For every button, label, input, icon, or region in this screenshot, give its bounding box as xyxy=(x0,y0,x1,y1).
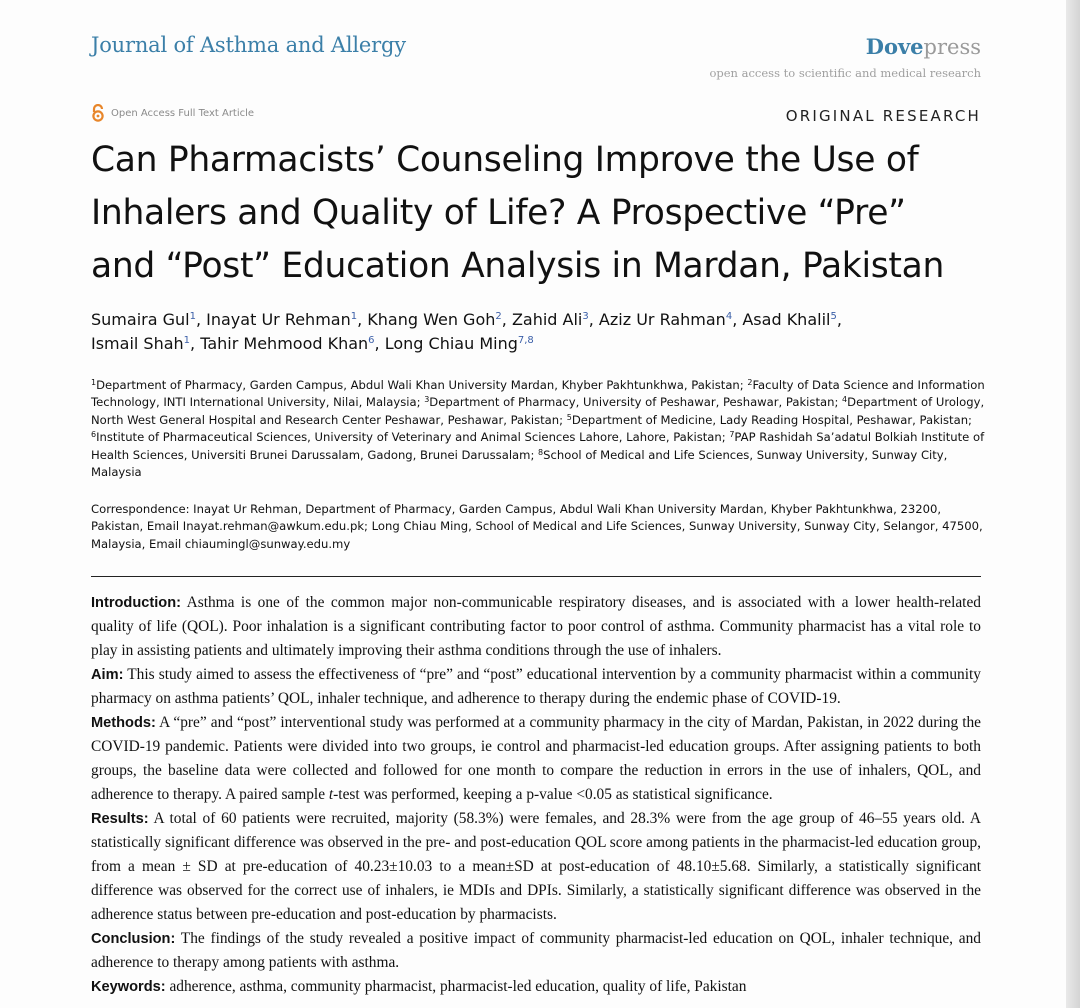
open-access-badge xyxy=(91,104,254,122)
author[interactable]: Tahir Mehmood Khan$^6$ xyxy=(200,334,375,353)
author[interactable]: Zahid Ali$^3$ xyxy=(511,310,589,329)
article-type: ORIGINAL RESEARCH xyxy=(785,107,981,125)
abstract-conclusion: Conclusion: The findings of the study revealed a positive impact of community pharmacist-led education on QOL, inhaler technique, and adherence to therapy among patients with asthma. xyxy=(91,930,981,971)
journal-title[interactable]: Journal of Asthma and Allergy xyxy=(91,33,406,57)
open-access-label: Open Access Full Text Article xyxy=(111,107,255,119)
abstract-methods: Methods: A “pre” and “post” interventional study was performed at a community pharmacy in the city of Mardan, Pakistan, in 2022 during the COVID-19 pandemic. Patients were divided into two groups, ie control and pharmacist-led education groups. After assigning patients to both groups, the baseline data were collected and followed for one month to compare the reduction in errors in the use of inhalers, QOL, and adherence to therapy. A paired sample t-test was performed, keeping a p-value <0.05 as statistical significance. xyxy=(91,714,981,803)
author[interactable]: Sumaira Gul$^1$ xyxy=(91,310,196,329)
page-edge xyxy=(1066,0,1080,1008)
abstract xyxy=(91,591,981,999)
title-line-3: and “Post” Education Analysis in Mardan, Pakistan xyxy=(91,246,945,286)
author[interactable]: Ismail Shah$^1$ xyxy=(91,334,191,353)
author[interactable]: Aziz Ur Rahman$^4$ xyxy=(598,310,733,329)
author[interactable]: Asad Khalil$^5$ xyxy=(742,310,837,329)
author[interactable]: Inayat Ur Rehman$^1$ xyxy=(206,310,358,329)
author-list: Sumaira Gul$^1$, Inayat Ur Rehman$^1$, Khang Wen Goh$^2$, Zahid Ali$^3$, Aziz Ur Rahman$^4$, Asad Khalil$^5$, Ismail Shah$^1$, Tahir Mehmood Khan$^6$, Long Chiau Ming$^{7,8}$ xyxy=(91,310,842,353)
section-divider xyxy=(91,576,981,577)
publisher-logo-sub: press xyxy=(923,35,981,59)
article-title xyxy=(91,134,991,293)
abstract-introduction: Introduction: Asthma is one of the common major non-communicable respiratory diseases, and is associated with a lower health-related quality of life (QOL). Poor inhalation is a significant contributing factor to poor control of asthma. Community pharmacist has a vital role to play in assisting patients and ultimately improving their asthma conditions through the use of inhalers. xyxy=(91,594,981,659)
title-line-1: Can Pharmacists’ Counseling Improve the Use of xyxy=(91,140,919,180)
correspondence: Correspondence: Inayat Ur Rehman, Department of Pharmacy, Garden Campus, Abdul Wali Khan University Mardan, Khyber Pakhtunkhwa, 23200, Pakistan, Email Inayat.rehman@awkum.edu.pk; Long Chiau Ming, School of Medical and Life Sciences, Sunway University, Sunway City, Selangor, 47500, Malaysia, Email chiaumingl@sunway.edu.my xyxy=(91,502,983,551)
abstract-aim: Aim: This study aimed to assess the effectiveness of “pre” and “post” educational intervention by a community pharmacist within a community pharmacy on asthma patients’ QOL, inhaler technique, and adherence to therapy during the endemic phase of COVID-19. xyxy=(91,666,981,707)
publisher-tagline: open access to scientific and medical research xyxy=(709,66,981,80)
author[interactable]: Long Chiau Ming$^{7,8}$ xyxy=(384,334,534,353)
title-line-2: Inhalers and Quality of Life? A Prospective “Pre” xyxy=(91,193,906,233)
publisher-logo[interactable] xyxy=(866,34,981,59)
open-access-lock-icon xyxy=(91,104,105,122)
author[interactable]: Khang Wen Goh$^2$ xyxy=(367,310,502,329)
publisher-logo-main: Dove xyxy=(865,34,924,59)
abstract-results: Results: A total of 60 patients were recruited, majority (58.3%) were females, and 28.3% were from the age group of 46–55 years old. A statistically significant difference was observed in the pre- and post-education QOL score among patients in the pharmacist-led education group, from a mean ± SD at pre-education of 40.23±10.03 to a mean±SD at post-education of 48.10±5.68. Similarly, a statistically significant difference was observed for the correct use of inhalers, ie MDIs and DPIs. Similarly, a statistically significant difference was observed in the adherence status between pre-education and post-education by pharmacists. xyxy=(91,810,981,923)
affiliations: $^1$Department of Pharmacy, Garden Campus, Abdul Wali Khan University Mardan, Khyber Pakhtunkhwa, Pakistan; $^2$Faculty of Data Science and Information Technology, INTI International University, Nilai, Malaysia; $^3$Department of Pharmacy, University of Peshawar, Peshawar, Pakistan; $^4$Department of Urology, North West General Hospital and Research Center Peshawar, Peshawar, Pakistan; $^5$Department of Medicine, Lady Reading Hospital, Peshawar, Pakistan; $^6$Institute of Pharmaceutical Sciences, University of Veterinary and Animal Sciences Lahore, Lahore, Pakistan; $^7$PAP Rashidah Sa’adatul Bolkiah Institute of Health Sciences, Universiti Brunei Darussalam, Gadong, Brunei Darussalam; $^8$School of Medical and Life Sciences, Sunway University, Sunway City, Malaysia xyxy=(91,378,985,480)
abstract-keywords: Keywords: adherence, asthma, community pharmacist, pharmacist-led education, quality of life, Pakistan xyxy=(91,978,747,995)
